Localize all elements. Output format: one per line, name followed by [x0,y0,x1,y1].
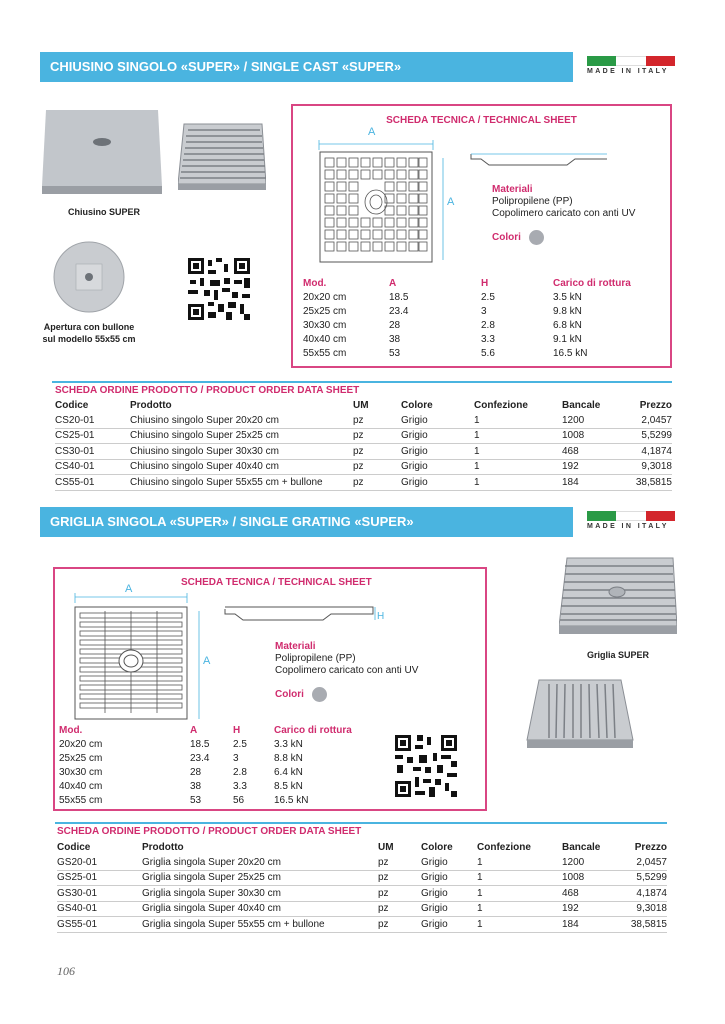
table-cell: Griglia singola Super 25x25 cm [142,870,378,886]
table-cell: GS40-01 [57,901,142,917]
table-row [57,917,667,933]
table-cell: 2.8 [233,766,247,778]
table-cell: GS30-01 [57,886,142,902]
table-cell: GS25-01 [57,870,142,886]
cast-bolt-image [52,240,126,314]
table-row [55,475,672,491]
table-header-cell: Codice [55,400,89,411]
table-cell: Grigio [401,459,474,475]
table-cell: Chiusino singolo Super 40x40 cm [130,459,353,475]
table-cell: 53 [389,347,401,359]
table-cell: 1 [474,413,562,428]
table-cell: CS25-01 [55,428,130,444]
table-cell: 30x30 cm [303,319,347,331]
table-cell: 1 [477,917,562,933]
made-in-italy-badge: MADE IN ITALY [587,56,675,75]
table-row [55,413,672,428]
grating-top-view-drawing [65,587,215,727]
table-cell: 3.3 kN [274,738,303,750]
table-cell: 6.4 kN [274,766,303,778]
table-cell: pz [353,459,401,475]
grey-color-swatch [529,230,544,245]
table-cell: 8.8 kN [274,752,303,764]
table-header-cell: Colore [421,842,453,853]
table-cell: 56 [233,794,245,806]
table-cell: 1 [474,444,562,460]
made-in-italy-badge: MADE IN ITALY [587,511,675,530]
table-cell: 25x25 cm [303,305,347,317]
table-cell: Chiusino singolo Super 25x25 cm [130,428,353,444]
spec-row [303,332,631,346]
table-cell: CS20-01 [55,413,130,428]
grating-caption: Griglia SUPER [586,650,649,660]
table-cell: Chiusino singolo Super 30x30 cm [130,444,353,460]
divider [55,822,667,824]
cast-caption: Chiusino SUPER [67,207,140,217]
table-cell: Griglia singola Super 30x30 cm [142,886,378,902]
spec-row [59,737,352,751]
table-cell: pz [378,870,421,886]
table-row [59,723,352,737]
table-cell: Grigio [401,428,474,444]
table-cell: 23.4 [389,305,409,317]
page-number: 106 [57,964,75,978]
section-title-cast: CHIUSINO SINGOLO «SUPER» / SINGLE CAST «SUPER» [40,52,573,82]
table-cell: 192 [562,459,622,475]
qr-code-icon[interactable] [393,733,459,799]
grating-angled-image [525,678,635,750]
spec-row [303,318,631,332]
spec-table-grating [59,723,352,807]
table-cell: Grigio [421,855,477,870]
table-cell: 20x20 cm [303,291,347,303]
table-cell: 9.8 kN [553,305,582,317]
materials-block: Materiali Polipropilene (PP) Copolimero caricato con anti UV [275,641,419,676]
spec-row [59,765,352,779]
table-cell: 55x55 cm [303,347,347,359]
table-cell: 4,1874 [622,444,672,460]
table-cell: Chiusino singolo Super 20x20 cm [130,413,353,428]
table-cell: 184 [562,475,622,491]
table-cell: 53 [190,794,202,806]
table-cell: pz [353,428,401,444]
dim-label-a: A [368,126,376,138]
table-cell: 1 [474,428,562,444]
table-header-cell: Confezione [474,400,528,411]
order-table-grating [57,840,667,933]
table-cell: Grigio [401,475,474,491]
table-header-cell: Prodotto [130,400,172,411]
order-title-grating: SCHEDA ORDINE PRODOTTO / PRODUCT ORDER DATA SHEET [57,826,362,837]
cast-grate-image [178,122,266,190]
table-cell: CS30-01 [55,444,130,460]
table-cell: 468 [562,444,622,460]
table-cell: 30x30 cm [59,766,103,778]
table-row [57,840,667,855]
table-cell: 2.5 [233,738,247,750]
spec-row [303,290,631,304]
table-header-cell: Codice [57,842,91,853]
table-cell: Grigio [401,413,474,428]
table-header-cell: UM [353,400,369,411]
table-header-cell: Prezzo [634,842,667,853]
bolt-caption: Apertura con bullone sul modello 55x55 cm [42,322,136,344]
table-cell: 25x25 cm [59,752,103,764]
table-cell: 38 [389,333,401,345]
table-cell: CS40-01 [55,459,130,475]
table-header-cell: Carico di rottura [553,277,631,289]
table-cell: 40x40 cm [59,780,103,792]
table-cell: 468 [562,886,620,902]
grey-color-swatch [312,687,327,702]
table-cell: Grigio [421,901,477,917]
table-cell: 1 [474,475,562,491]
table-cell: 1 [477,901,562,917]
dim-label-a-side: A [203,655,211,667]
table-cell: 8.5 kN [274,780,303,792]
table-header-cell: H [481,277,489,289]
table-cell: 40x40 cm [303,333,347,345]
table-cell: 9,3018 [620,901,667,917]
table-header-cell: Prezzo [639,400,672,411]
table-cell: 184 [562,917,620,933]
section-title-grating: GRIGLIA SINGOLA «SUPER» / SINGLE GRATING «SUPER» [40,507,573,537]
spec-row [303,346,631,360]
colors-row: Colori [492,230,544,245]
table-cell: 38,5815 [620,917,667,933]
table-cell: 1008 [562,870,620,886]
table-cell: Griglia singola Super 40x40 cm [142,901,378,917]
table-cell: 23.4 [190,752,210,764]
table-row [55,459,672,475]
table-row [57,886,667,902]
table-cell: pz [378,886,421,902]
table-cell: 192 [562,901,620,917]
table-cell: 5.6 [481,347,495,359]
table-cell: 4,1874 [620,886,667,902]
table-cell: 6.8 kN [553,319,582,331]
table-cell: 16.5 kN [274,794,309,806]
order-title-cast: SCHEDA ORDINE PRODOTTO / PRODUCT ORDER DATA SHEET [55,385,360,396]
table-cell: 3.3 [481,333,495,345]
order-table-cast [55,398,672,491]
materials-block: Materiali Polipropilene (PP) Copolimero caricato con anti UV [492,184,636,219]
table-cell: 2.5 [481,291,495,303]
table-header-cell: A [389,277,397,289]
table-cell: 1 [477,855,562,870]
table-cell: 1 [477,870,562,886]
qr-code-icon[interactable] [186,256,252,322]
table-cell: 38 [190,780,202,792]
table-cell: Chiusino singolo Super 55x55 cm + bullone [130,475,353,491]
table-header-cell: Carico di rottura [274,724,352,736]
table-cell: 16.5 kN [553,347,588,359]
table-cell: 1200 [562,855,620,870]
dim-label-a: A [125,583,133,595]
table-cell: GS20-01 [57,855,142,870]
table-header-cell: A [190,724,198,736]
table-cell: 3.3 [233,780,247,792]
tech-sheet-title: SCHEDA TECNICA / TECHNICAL SHEET [181,577,372,588]
tech-sheet-title: SCHEDA TECNICA / TECHNICAL SHEET [386,115,577,126]
cast-top-view-drawing [311,130,461,270]
table-header-cell: Colore [401,400,433,411]
table-header-cell: Prodotto [142,842,184,853]
dim-label-a-side: A [447,196,455,208]
table-cell: 1008 [562,428,622,444]
table-header-cell: UM [378,842,394,853]
table-cell: 1 [477,886,562,902]
grating-image [559,556,677,634]
table-cell: 55x55 cm [59,794,103,806]
table-header-cell: Mod. [59,724,83,736]
colors-row: Colori [275,687,327,702]
table-cell: 38,5815 [622,475,672,491]
table-cell: Griglia singola Super 55x55 cm + bullone [142,917,378,933]
table-cell: 5,5299 [620,870,667,886]
spec-row [59,779,352,793]
grating-side-profile-drawing [223,605,383,629]
table-cell: 3 [481,305,487,317]
table-cell: 2.8 [481,319,495,331]
table-cell: CS55-01 [55,475,130,491]
table-header-cell: Bancale [562,842,601,853]
table-cell: 1 [474,459,562,475]
table-cell: pz [353,475,401,491]
table-cell: 3.5 kN [553,291,582,303]
table-cell: 2,0457 [622,413,672,428]
table-row [303,276,631,290]
spec-row [59,751,352,765]
dim-label-h: H [377,611,385,622]
table-cell: Grigio [401,444,474,460]
table-row [55,398,672,413]
table-row [57,901,667,917]
table-cell: Grigio [421,870,477,886]
table-row [57,855,667,870]
table-cell: pz [378,901,421,917]
table-cell: 9.1 kN [553,333,582,345]
italy-flag-icon [587,56,675,66]
table-cell: 18.5 [389,291,409,303]
table-cell: 28 [190,766,202,778]
table-cell: GS55-01 [57,917,142,933]
spec-row [303,304,631,318]
table-header-cell: Bancale [562,400,601,411]
table-cell: pz [353,444,401,460]
table-cell: 9,3018 [622,459,672,475]
divider [52,381,672,383]
cast-cover-image [40,108,164,194]
table-cell: 20x20 cm [59,738,103,750]
spec-row [59,793,352,807]
spec-table-cast [303,276,631,360]
table-row [55,428,672,444]
table-row [55,444,672,460]
table-cell: Grigio [421,917,477,933]
table-cell: 2,0457 [620,855,667,870]
table-cell: Griglia singola Super 20x20 cm [142,855,378,870]
italy-flag-icon [587,511,675,521]
cast-side-profile-drawing [469,150,609,174]
table-header-cell: H [233,724,241,736]
tech-sheet-grating [53,567,487,811]
table-row [57,870,667,886]
table-cell: Grigio [421,886,477,902]
table-header-cell: Mod. [303,277,327,289]
table-cell: 5,5299 [622,428,672,444]
tech-sheet-cast [291,104,672,368]
table-cell: pz [353,413,401,428]
table-cell: pz [378,855,421,870]
table-cell: pz [378,917,421,933]
table-cell: 28 [389,319,401,331]
table-header-cell: Confezione [477,842,531,853]
table-cell: 1200 [562,413,622,428]
table-cell: 18.5 [190,738,210,750]
table-cell: 3 [233,752,239,764]
